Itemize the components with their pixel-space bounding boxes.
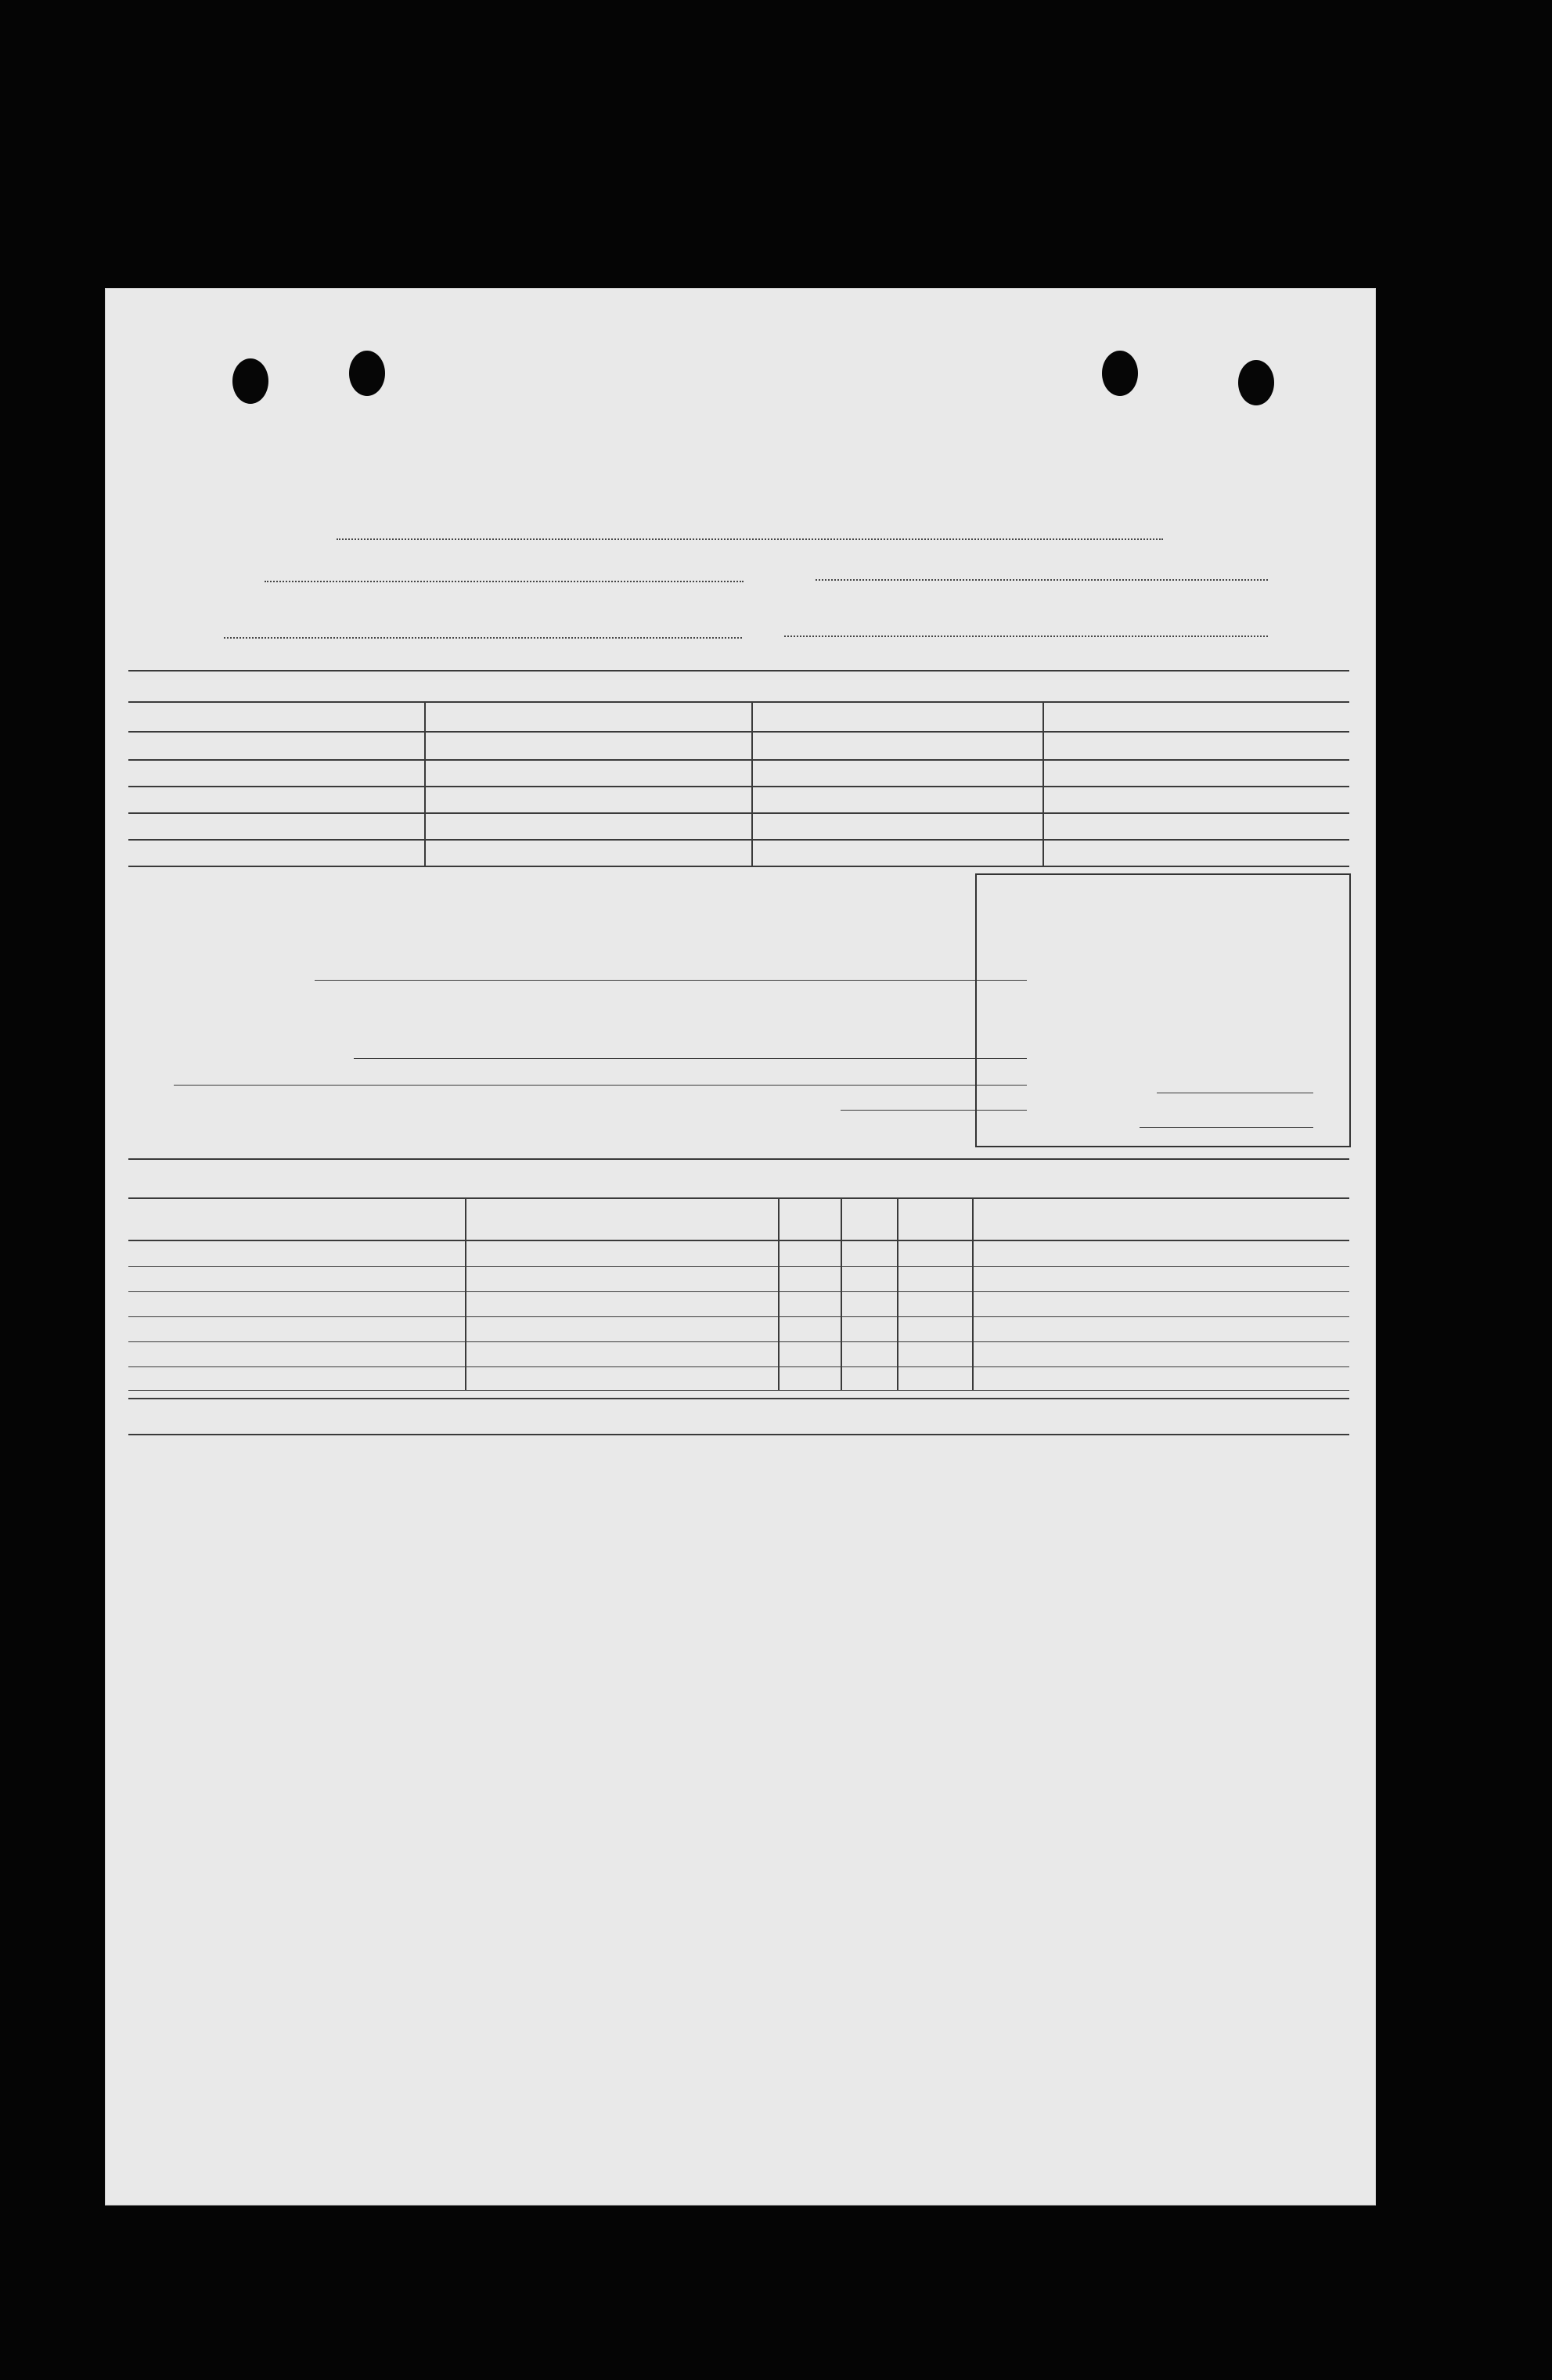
date-line <box>224 637 742 639</box>
punch-hole <box>349 351 385 396</box>
official-use-box <box>975 873 1351 1147</box>
punch-hole <box>232 358 268 404</box>
punch-hole <box>1102 351 1138 396</box>
to-line <box>784 636 1268 637</box>
from-line <box>816 579 1268 581</box>
aircraft-line <box>265 581 744 582</box>
declaration-form <box>105 288 1376 2205</box>
punch-hole <box>1238 360 1274 405</box>
owner-line <box>337 538 1163 540</box>
